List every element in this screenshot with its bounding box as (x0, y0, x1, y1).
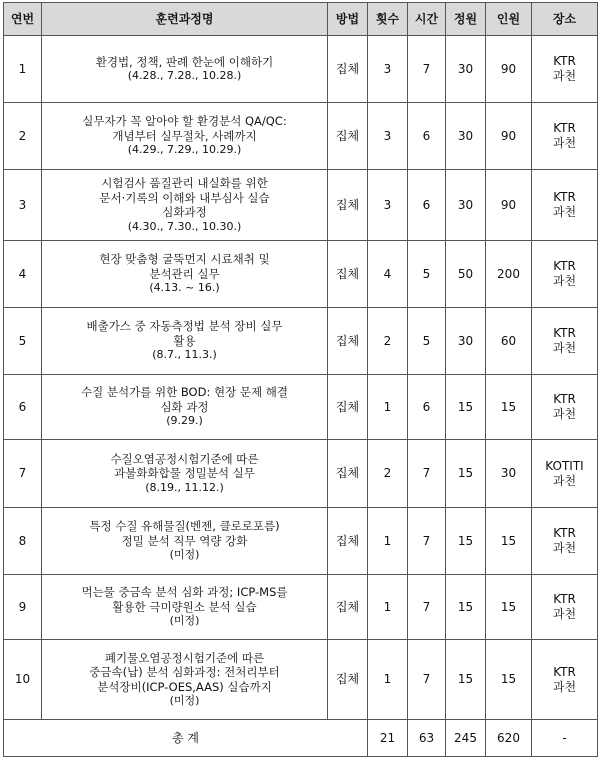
method-cell: 집체 (328, 170, 368, 241)
table-row (4, 308, 598, 375)
header-title: 훈련과정명 (42, 3, 328, 36)
header-no: 연번 (4, 3, 42, 36)
place-cell (532, 575, 598, 640)
table-row (4, 508, 598, 575)
capacity-cell: 15 (446, 508, 486, 575)
course-title-line: (4.13. ~ 16.) (149, 281, 220, 295)
course-title-line: (미정) (169, 548, 200, 562)
course-title (42, 575, 328, 640)
people-cell: 15 (486, 640, 532, 720)
place-cell (532, 103, 598, 170)
hours-cell: 7 (408, 575, 446, 640)
place-cell (532, 241, 598, 308)
course-title (42, 241, 328, 308)
course-title-line: 심화 과정 (160, 399, 209, 414)
place-line: 과천 (552, 473, 577, 488)
people-cell: 90 (486, 103, 532, 170)
course-title-line: 분석장비(ICP-OES,AAS) 실습까지 (97, 679, 272, 694)
hours-cell: 7 (408, 640, 446, 720)
count-cell: 3 (368, 36, 408, 103)
place-line: KTR (553, 526, 576, 540)
course-title (42, 440, 328, 508)
people-cell: 200 (486, 241, 532, 308)
hours-cell: 5 (408, 241, 446, 308)
place-line: KTR (553, 592, 576, 606)
table-row (4, 36, 598, 103)
training-table (3, 2, 598, 757)
people-cell: 15 (486, 575, 532, 640)
course-title-line: 실무자가 꼭 알아야 할 환경분석 QA/QC: (82, 114, 287, 129)
header-people: 인원 (486, 3, 532, 36)
method-cell: 집체 (328, 440, 368, 508)
capacity-cell: 30 (446, 170, 486, 241)
place-line: KTR (553, 54, 576, 68)
course-title-line: 정밀 분석 직무 역량 강화 (121, 533, 248, 548)
course-title-line: (4.28., 7.28., 10.28.) (127, 69, 242, 82)
people-cell: 15 (486, 375, 532, 440)
hours-cell: 5 (408, 308, 446, 375)
people-cell: 90 (486, 170, 532, 241)
place-line: KTR (553, 392, 576, 406)
course-title (42, 508, 328, 575)
course-title-line: 현장 맞춤형 굴뚝먼지 시료채취 및 (99, 252, 270, 267)
course-title-line: 먹는물 중금속 분석 심화 과정; ICP-MS를 (81, 585, 288, 600)
capacity-cell: 30 (446, 36, 486, 103)
count-cell: 4 (368, 241, 408, 308)
course-title-line: 과불화화합물 정밀분석 실무 (114, 466, 255, 481)
course-title (42, 375, 328, 440)
row-no: 2 (4, 103, 42, 170)
count-cell: 1 (368, 575, 408, 640)
course-title (42, 36, 328, 103)
method-cell: 집체 (328, 640, 368, 720)
people-cell: 60 (486, 308, 532, 375)
place-line: 과천 (552, 274, 577, 288)
count-cell: 1 (368, 375, 408, 440)
course-title-line: 개념부터 실무절차, 사례까지 (112, 128, 257, 143)
hours-cell: 7 (408, 36, 446, 103)
place-line: 과천 (552, 607, 577, 621)
course-title-line: 심화과정 (162, 205, 207, 219)
total-hours: 63 (408, 720, 446, 757)
count-cell: 2 (368, 308, 408, 375)
place-line: 과천 (552, 205, 577, 219)
place-line: 과천 (552, 407, 577, 421)
capacity-cell: 15 (446, 575, 486, 640)
count-cell: 1 (368, 640, 408, 720)
hours-cell: 6 (408, 170, 446, 241)
total-row (4, 720, 598, 757)
method-cell: 집체 (328, 103, 368, 170)
place-cell (532, 440, 598, 508)
method-cell: 집체 (328, 36, 368, 103)
place-cell (532, 640, 598, 720)
total-label: 총 계 (4, 720, 368, 757)
place-line: KTR (553, 259, 576, 273)
place-line: KOTITI (545, 458, 584, 473)
header-capacity: 정원 (446, 3, 486, 36)
place-line: KTR (553, 190, 576, 204)
course-title-line: 활용한 극미량원소 분석 실습 (112, 599, 257, 614)
course-title-line: (4.29., 7.29., 10.29.) (127, 143, 242, 157)
place-cell (532, 170, 598, 241)
count-cell: 3 (368, 103, 408, 170)
total-capacity: 245 (446, 720, 486, 757)
place-line: KTR (553, 326, 576, 340)
method-cell: 집체 (328, 308, 368, 375)
capacity-cell: 30 (446, 308, 486, 375)
table-row (4, 440, 598, 508)
place-line: 과천 (552, 679, 577, 694)
people-cell: 90 (486, 36, 532, 103)
header-place: 장소 (532, 3, 598, 36)
header-count: 횟수 (368, 3, 408, 36)
place-line: KTR (553, 121, 576, 135)
course-title-line: 수질 분석가를 위한 BOD: 현장 문제 해결 (81, 385, 288, 400)
capacity-cell: 15 (446, 640, 486, 720)
count-cell: 3 (368, 170, 408, 241)
count-cell: 2 (368, 440, 408, 508)
place-line: KTR (553, 664, 576, 679)
header-row (4, 3, 598, 36)
hours-cell: 7 (408, 508, 446, 575)
course-title-line: 수질오염공정시험기준에 따른 (110, 451, 259, 466)
course-title-line: (8.19., 11.12.) (145, 480, 224, 494)
row-no: 1 (4, 36, 42, 103)
course-title-line: (미정) (169, 694, 200, 707)
people-cell: 15 (486, 508, 532, 575)
table-row (4, 575, 598, 640)
place-line: 과천 (552, 69, 577, 83)
place-line: 과천 (552, 541, 577, 555)
total-place: - (532, 720, 598, 757)
course-title (42, 170, 328, 241)
course-title-line: 활용 (173, 333, 196, 348)
capacity-cell: 15 (446, 440, 486, 508)
course-title-line: 폐기물오염공정시험기준에 따른 (104, 650, 265, 665)
row-no: 6 (4, 375, 42, 440)
method-cell: 집체 (328, 241, 368, 308)
place-cell (532, 36, 598, 103)
row-no: 9 (4, 575, 42, 640)
course-title (42, 640, 328, 720)
row-no: 5 (4, 308, 42, 375)
table-row (4, 375, 598, 440)
header-hours: 시간 (408, 3, 446, 36)
course-title (42, 308, 328, 375)
method-cell: 집체 (328, 508, 368, 575)
table-row (4, 640, 598, 720)
place-cell (532, 508, 598, 575)
row-no: 10 (4, 640, 42, 720)
row-no: 4 (4, 241, 42, 308)
count-cell: 1 (368, 508, 408, 575)
hours-cell: 6 (408, 375, 446, 440)
row-no: 3 (4, 170, 42, 241)
total-count: 21 (368, 720, 408, 757)
place-line: 과천 (552, 136, 577, 150)
course-title-line: 배출가스 중 자동측정법 분석 장비 실무 (86, 319, 283, 334)
total-people: 620 (486, 720, 532, 757)
course-title-line: (4.30., 7.30., 10.30.) (127, 219, 242, 233)
course-title-line: (미정) (169, 614, 200, 628)
row-no: 7 (4, 440, 42, 508)
table-row (4, 103, 598, 170)
course-title-line: 중금속(납) 분석 심화과정: 전처리부터 (89, 665, 280, 679)
row-no: 8 (4, 508, 42, 575)
course-title-line: (9.29.) (166, 414, 203, 428)
place-line: 과천 (552, 341, 577, 355)
method-cell: 집체 (328, 375, 368, 440)
hours-cell: 6 (408, 103, 446, 170)
course-title-line: 분석관리 실무 (149, 266, 220, 281)
table-row (4, 170, 598, 241)
table-row (4, 241, 598, 308)
header-method: 방법 (328, 3, 368, 36)
course-title-line: 문서·기록의 이해와 내부심사 실습 (99, 190, 270, 205)
people-cell: 30 (486, 440, 532, 508)
capacity-cell: 50 (446, 241, 486, 308)
hours-cell: 7 (408, 440, 446, 508)
capacity-cell: 15 (446, 375, 486, 440)
course-title-line: (8.7., 11.3.) (152, 348, 217, 362)
method-cell: 집체 (328, 575, 368, 640)
course-title (42, 103, 328, 170)
place-cell (532, 375, 598, 440)
course-title-line: 특정 수질 유해물질(벤젠, 클로로포름) (89, 519, 280, 534)
capacity-cell: 30 (446, 103, 486, 170)
course-title-line: 환경법, 정책, 판례 한눈에 이해하기 (95, 54, 274, 69)
course-title-line: 시험검사 품질관리 내실화를 위한 (101, 176, 268, 190)
place-cell (532, 308, 598, 375)
